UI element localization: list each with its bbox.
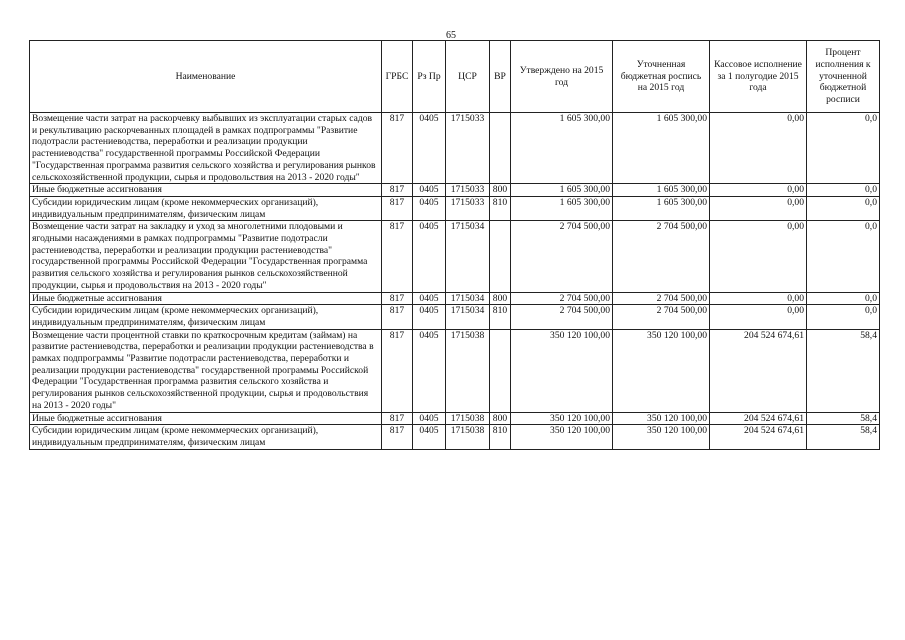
row-refined: 2 704 500,00 xyxy=(613,221,710,292)
row-name: Субсидии юридическим лицам (кроме некоммерческих организаций), индивидуальным предпринимателям, физическим лицам xyxy=(30,196,382,220)
row-vr: 800 xyxy=(490,184,511,197)
row-vr xyxy=(490,221,511,292)
row-cash: 0,00 xyxy=(710,184,807,197)
row-cash: 204 524 674,61 xyxy=(710,329,807,412)
row-name: Возмещение части затрат на раскорчевку выбывших из эксплуатации старых садов и рекультивацию раскорчеванных площадей в рамках подпрограммы "Развитие подотрасли растениеводства, переработки и реализации продукции растениеводства" государственной программы Российской Федерации "Государственная программа развития сельского хозяйства и регулирования рынков сельскохозяйственной продукции, сырья и продовольствия на 2013 - 2020 годы" xyxy=(30,113,382,184)
table-row xyxy=(30,329,880,412)
row-rzpr: 0405 xyxy=(413,329,446,412)
row-csr: 1715038 xyxy=(446,329,490,412)
row-vr: 800 xyxy=(490,412,511,425)
row-vr: 810 xyxy=(490,305,511,329)
row-vr: 810 xyxy=(490,425,511,449)
row-rzpr: 0405 xyxy=(413,184,446,197)
row-name: Иные бюджетные ассигнования xyxy=(30,412,382,425)
row-name: Иные бюджетные ассигнования xyxy=(30,184,382,197)
row-vr: 800 xyxy=(490,292,511,305)
row-percent: 58,4 xyxy=(807,412,880,425)
row-refined: 1 605 300,00 xyxy=(613,113,710,184)
row-csr: 1715033 xyxy=(446,196,490,220)
row-percent: 58,4 xyxy=(807,329,880,412)
header-vr: ВР xyxy=(490,41,511,113)
row-refined: 2 704 500,00 xyxy=(613,292,710,305)
row-percent: 0,0 xyxy=(807,292,880,305)
table-row xyxy=(30,184,880,197)
row-cash: 0,00 xyxy=(710,292,807,305)
row-name: Возмещение части процентной ставки по краткосрочным кредитам (займам) на развитие растениеводства, переработки и реализации продукции растениеводства в рамках подпрограммы "Развитие подотрасли растениеводства, переработки и реализации продукции растениеводства" государственной программы Российской Федерации "Государственная программа развития сельского хозяйства и регулирования рынков сельскохозяйственной продукции, сырья и продовольствия на 2013 - 2020 годы" xyxy=(30,329,382,412)
row-rzpr: 0405 xyxy=(413,412,446,425)
row-cash: 204 524 674,61 xyxy=(710,425,807,449)
row-approved: 2 704 500,00 xyxy=(511,292,613,305)
header-approved: Утверждено на 2015 год xyxy=(511,41,613,113)
table-row xyxy=(30,292,880,305)
row-approved: 2 704 500,00 xyxy=(511,221,613,292)
row-grbs: 817 xyxy=(382,292,413,305)
row-approved: 350 120 100,00 xyxy=(511,329,613,412)
row-cash: 0,00 xyxy=(710,305,807,329)
table-row xyxy=(30,305,880,329)
row-name: Субсидии юридическим лицам (кроме некоммерческих организаций), индивидуальным предпринимателям, физическим лицам xyxy=(30,425,382,449)
header-refined: Уточненная бюджетная роспись на 2015 год xyxy=(613,41,710,113)
row-name: Возмещение части затрат на закладку и уход за многолетними плодовыми и ягодными насаждениями в рамках подпрограммы "Развитие подотрасли растениеводства, переработки и реализации продукции растениеводства" государственной программы Российской Федерации "Государственная программа развития сельского хозяйства и регулирования рынков сельскохозяйственной продукции, сырья и продовольствия на 2013 - 2020 годы" xyxy=(30,221,382,292)
row-approved: 1 605 300,00 xyxy=(511,113,613,184)
header-percent: Процент исполнения к уточненной бюджетной росписи xyxy=(807,41,880,113)
header-row xyxy=(30,41,880,113)
row-rzpr: 0405 xyxy=(413,221,446,292)
header-name: Наименование xyxy=(30,41,382,113)
row-name: Иные бюджетные ассигнования xyxy=(30,292,382,305)
row-refined: 2 704 500,00 xyxy=(613,305,710,329)
row-rzpr: 0405 xyxy=(413,196,446,220)
header-csr: ЦСР xyxy=(446,41,490,113)
row-percent: 0,0 xyxy=(807,196,880,220)
row-csr: 1715033 xyxy=(446,113,490,184)
row-approved: 1 605 300,00 xyxy=(511,196,613,220)
row-vr xyxy=(490,113,511,184)
row-rzpr: 0405 xyxy=(413,113,446,184)
row-csr: 1715034 xyxy=(446,292,490,305)
row-cash: 0,00 xyxy=(710,113,807,184)
row-cash: 204 524 674,61 xyxy=(710,412,807,425)
row-approved: 350 120 100,00 xyxy=(511,425,613,449)
table-row xyxy=(30,412,880,425)
row-refined: 350 120 100,00 xyxy=(613,425,710,449)
row-refined: 350 120 100,00 xyxy=(613,329,710,412)
row-vr xyxy=(490,329,511,412)
row-csr: 1715034 xyxy=(446,305,490,329)
row-refined: 350 120 100,00 xyxy=(613,412,710,425)
table-row xyxy=(30,221,880,292)
row-cash: 0,00 xyxy=(710,196,807,220)
row-refined: 1 605 300,00 xyxy=(613,196,710,220)
row-grbs: 817 xyxy=(382,196,413,220)
row-csr: 1715038 xyxy=(446,425,490,449)
row-rzpr: 0405 xyxy=(413,425,446,449)
row-name: Субсидии юридическим лицам (кроме некоммерческих организаций), индивидуальным предпринимателям, физическим лицам xyxy=(30,305,382,329)
row-rzpr: 0405 xyxy=(413,292,446,305)
row-csr: 1715033 xyxy=(446,184,490,197)
page-number: 65 xyxy=(446,30,456,41)
row-vr: 810 xyxy=(490,196,511,220)
row-csr: 1715034 xyxy=(446,221,490,292)
row-percent: 0,0 xyxy=(807,113,880,184)
row-grbs: 817 xyxy=(382,113,413,184)
row-percent: 58,4 xyxy=(807,425,880,449)
row-grbs: 817 xyxy=(382,184,413,197)
row-approved: 2 704 500,00 xyxy=(511,305,613,329)
budget-table xyxy=(29,40,880,450)
row-csr: 1715038 xyxy=(446,412,490,425)
row-percent: 0,0 xyxy=(807,221,880,292)
row-grbs: 817 xyxy=(382,329,413,412)
row-percent: 0,0 xyxy=(807,184,880,197)
row-cash: 0,00 xyxy=(710,221,807,292)
header-cash: Кассовое исполнение за 1 полугодие 2015 года xyxy=(710,41,807,113)
row-grbs: 817 xyxy=(382,221,413,292)
row-approved: 1 605 300,00 xyxy=(511,184,613,197)
row-refined: 1 605 300,00 xyxy=(613,184,710,197)
table-row xyxy=(30,425,880,449)
table-row xyxy=(30,196,880,220)
table-row xyxy=(30,113,880,184)
header-rzpr: Рз Пр xyxy=(413,41,446,113)
header-grbs: ГРБС xyxy=(382,41,413,113)
row-percent: 0,0 xyxy=(807,305,880,329)
row-grbs: 817 xyxy=(382,412,413,425)
row-approved: 350 120 100,00 xyxy=(511,412,613,425)
row-grbs: 817 xyxy=(382,425,413,449)
row-rzpr: 0405 xyxy=(413,305,446,329)
row-grbs: 817 xyxy=(382,305,413,329)
